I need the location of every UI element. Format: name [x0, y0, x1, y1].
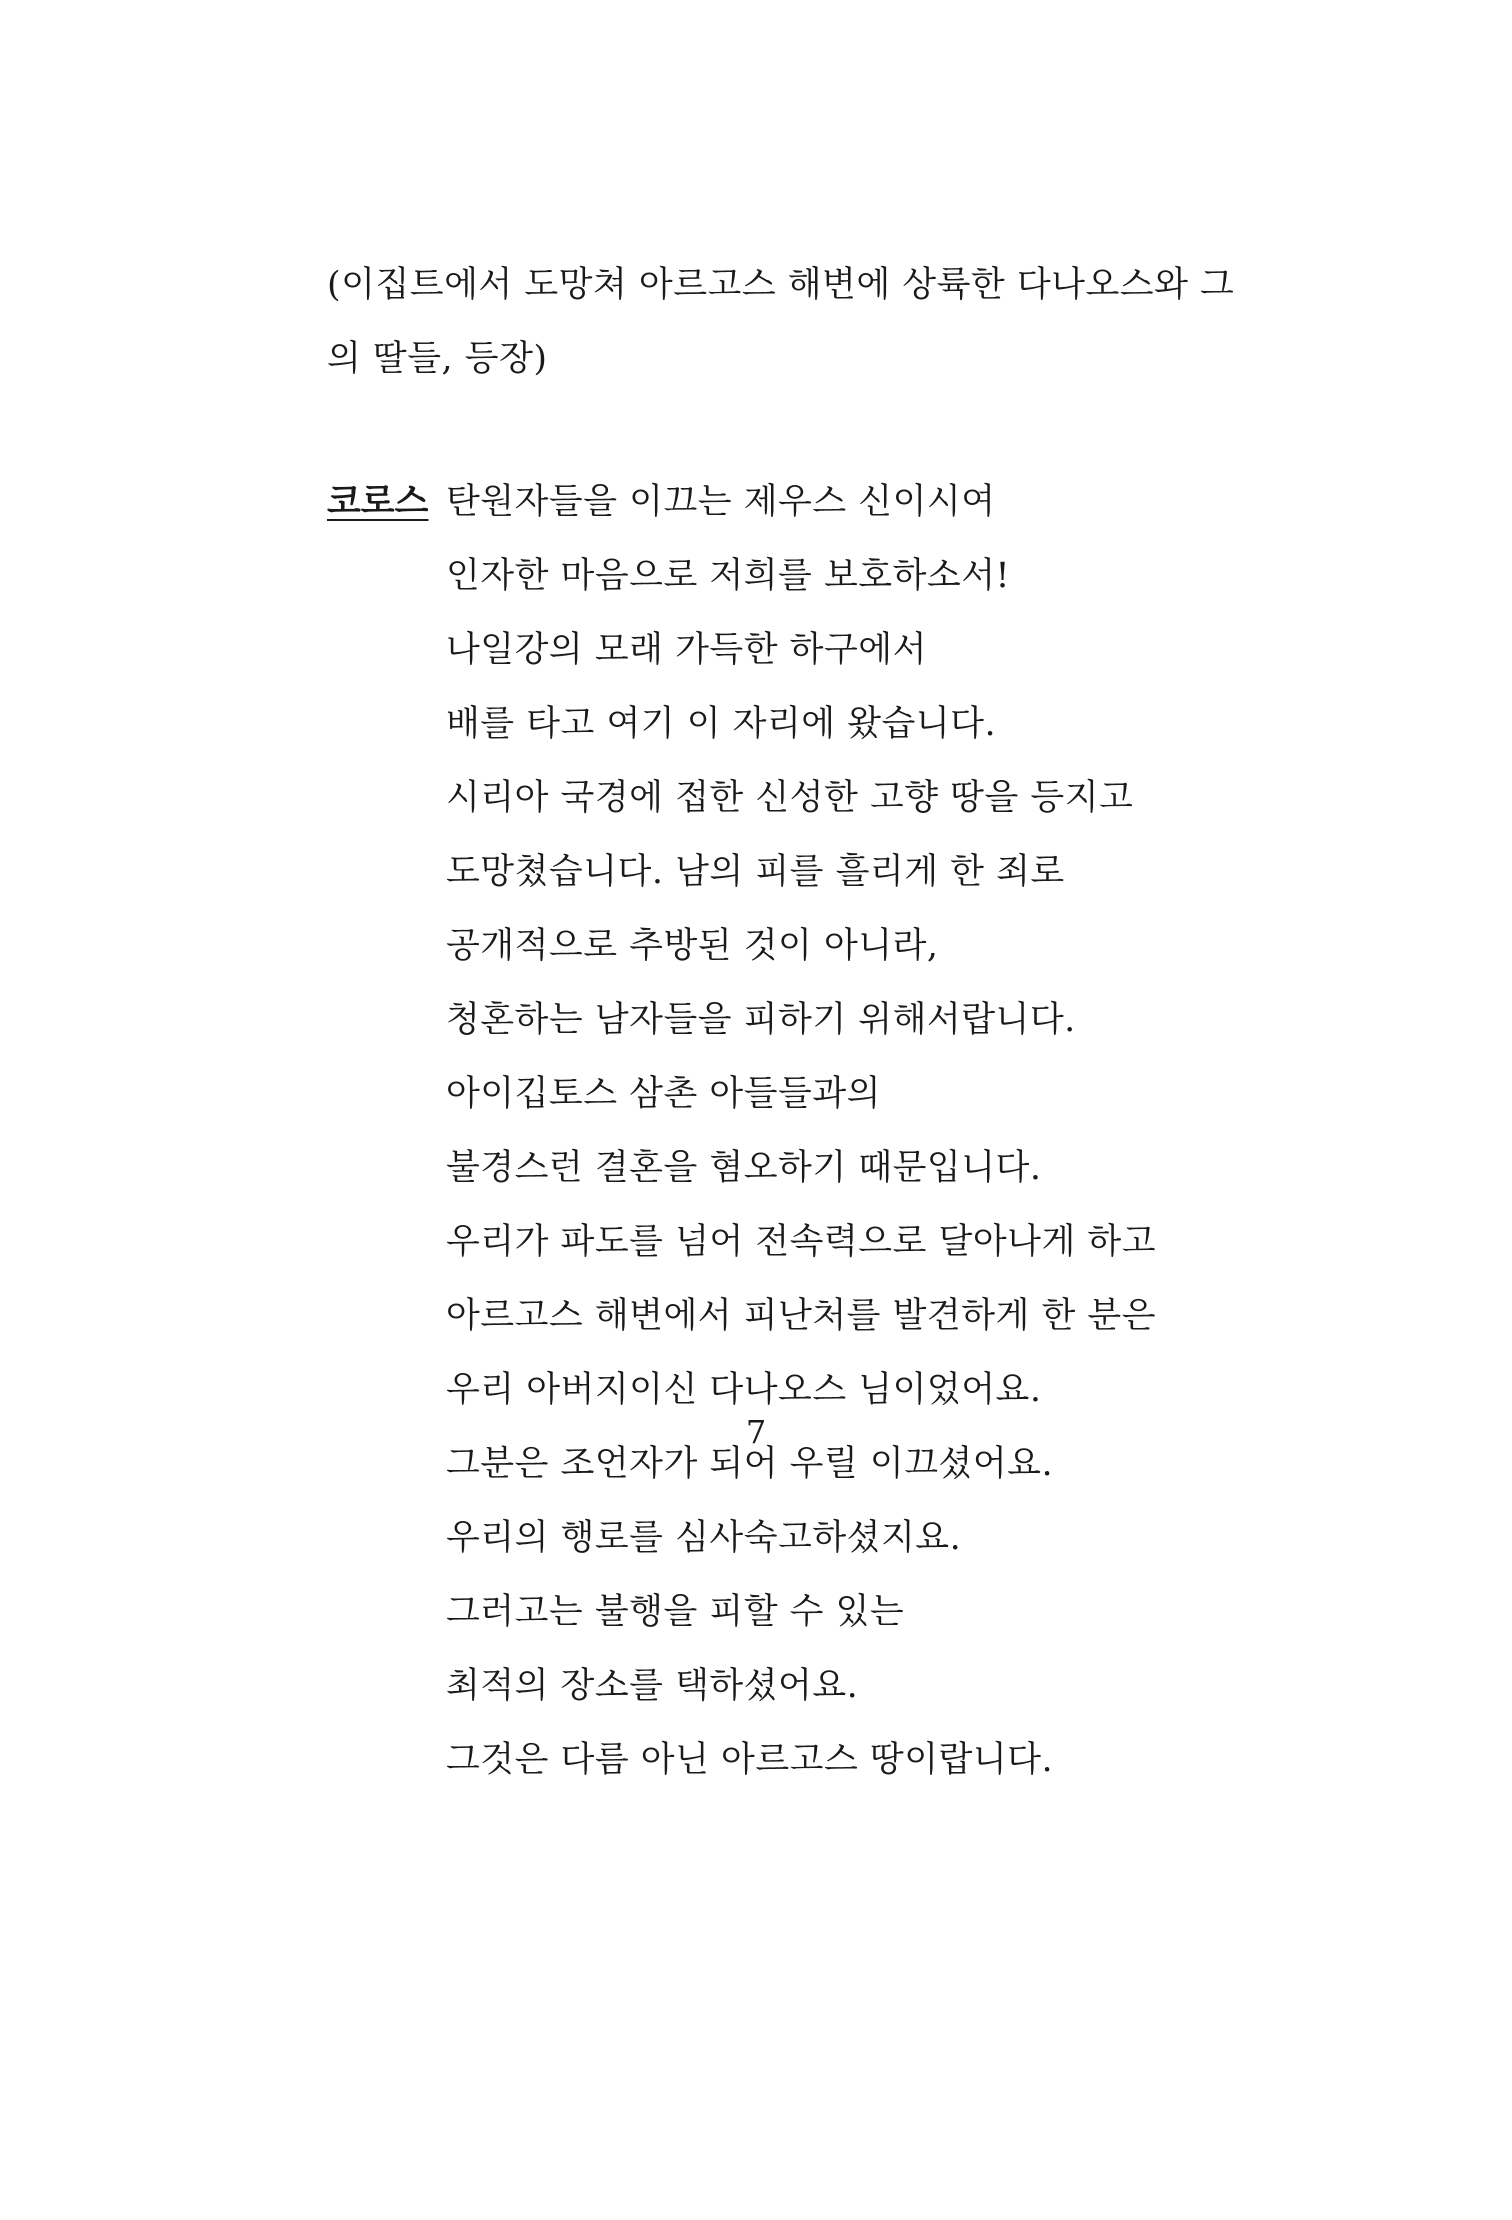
verse-line: 나일강의 모래 가득한 하구에서 — [446, 630, 927, 670]
verse-line: 불경스런 결혼을 혐오하기 때문입니다. — [446, 1148, 1042, 1188]
verse-line: 도망쳤습니다. 남의 피를 흘리게 한 죄로 — [446, 852, 1065, 892]
stage-direction-line: (이집트에서 도망쳐 아르고스 해변에 상륙한 다나오스와 그 — [327, 265, 1235, 305]
stage-direction-line: 의 딸들, 등장) — [327, 339, 548, 379]
speaker-name: 코로스 — [327, 481, 429, 522]
verse-line: 최적의 장소를 택하셨어요. — [446, 1666, 859, 1706]
verse-line: 탄원자들을 이끄는 제우스 신이시여 — [446, 482, 996, 522]
verse-line: 공개적으로 추방된 것이 아니라, — [446, 926, 939, 966]
verse-line: 청혼하는 남자들을 피하기 위해서랍니다. — [446, 1000, 1076, 1040]
stage-direction — [327, 248, 1287, 396]
verse-line: 그분은 조언자가 되어 우릴 이끄셨어요. — [446, 1444, 1054, 1484]
verse-lines — [446, 465, 1156, 1797]
verse-line: 그러고는 불행을 피할 수 있는 — [446, 1592, 905, 1632]
verse-line: 인자한 마음으로 저희를 보호하소서! — [446, 556, 1011, 596]
verse-line: 아이깁토스 삼촌 아들들과의 — [446, 1074, 881, 1114]
verse-line: 우리가 파도를 넘어 전속력으로 달아나게 하고 — [446, 1222, 1157, 1262]
verse-line: 시리아 국경에 접한 신성한 고향 땅을 등지고 — [446, 778, 1134, 818]
verse-line: 우리 아버지이신 다나오스 님이었어요. — [446, 1370, 1042, 1410]
verse-line: 우리의 행로를 심사숙고하셨지요. — [446, 1518, 962, 1558]
verse-line: 배를 타고 여기 이 자리에 왔습니다. — [446, 704, 997, 744]
verse-line: 아르고스 해변에서 피난처를 발견하게 한 분은 — [446, 1296, 1157, 1336]
verse-line: 그것은 다름 아닌 아르고스 땅이랍니다. — [446, 1740, 1054, 1780]
page-number: 7 — [745, 1413, 767, 1451]
